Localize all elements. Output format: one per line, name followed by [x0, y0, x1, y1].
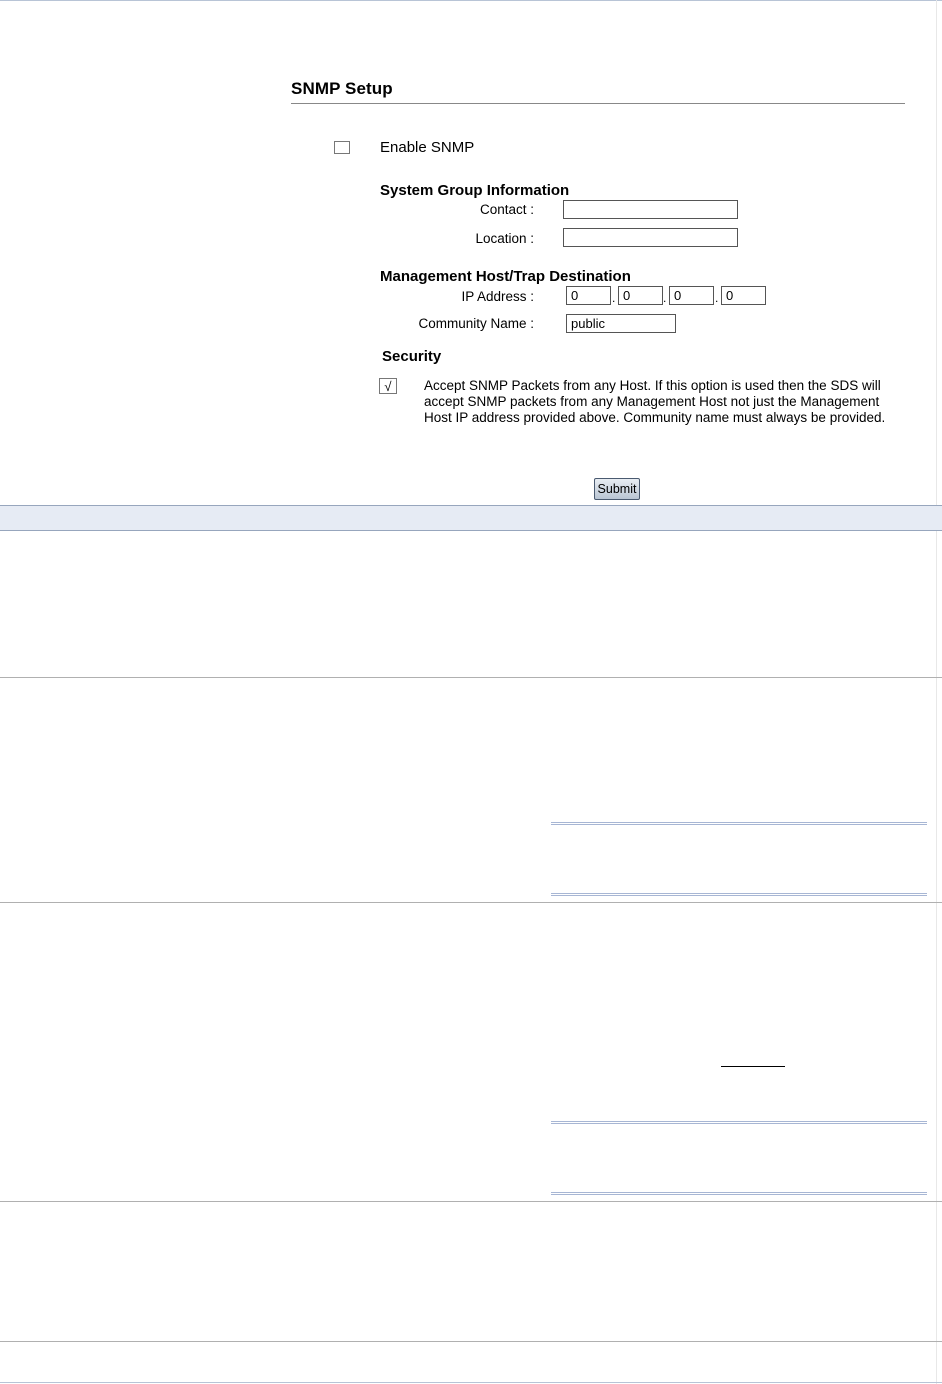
table-row-divider [0, 902, 942, 903]
enable-snmp-label: Enable SNMP [380, 139, 475, 156]
note-divider [551, 893, 927, 896]
page-edge [936, 0, 937, 1384]
page-title: SNMP Setup [291, 79, 393, 98]
community-name-input[interactable] [566, 314, 676, 333]
security-heading: Security [382, 348, 442, 365]
ip-separator: . [612, 291, 616, 305]
management-host-heading: Management Host/Trap Destination [380, 268, 631, 285]
table-row-divider [0, 1341, 942, 1342]
table-row-divider [0, 1201, 942, 1202]
location-input[interactable] [563, 228, 738, 247]
title-divider [291, 103, 905, 104]
accept-any-host-description: Accept SNMP Packets from any Host. If this option is used then the SDS will accept SNMP packets from any Management Host not just the Management Host IP address provided above. Community name must always be provided. [424, 378, 886, 425]
top-rule [0, 0, 942, 1]
ip-address-label: IP Address : [461, 289, 534, 304]
community-name-label: Community Name : [418, 316, 534, 331]
ip-separator: . [663, 291, 667, 305]
ip-octet-2-input[interactable] [618, 286, 663, 305]
ip-octet-4-input[interactable] [721, 286, 766, 305]
submit-button[interactable]: Submit [594, 478, 640, 500]
note-divider [551, 1121, 927, 1124]
accept-any-host-checkbox[interactable]: √ [379, 378, 397, 394]
ip-octet-1-input[interactable] [566, 286, 611, 305]
note-divider [551, 822, 927, 825]
ip-octet-3-input[interactable] [669, 286, 714, 305]
bottom-rule [0, 1382, 942, 1383]
contact-input[interactable] [563, 200, 738, 219]
system-group-heading: System Group Information [380, 182, 570, 199]
enable-snmp-checkbox[interactable] [334, 141, 350, 154]
note-divider [551, 1192, 927, 1195]
table-row-divider [0, 677, 942, 678]
link-underline [721, 1066, 785, 1067]
contact-label: Contact : [479, 202, 534, 217]
table-header-band [0, 505, 942, 531]
location-label: Location : [475, 231, 534, 246]
ip-separator: . [715, 291, 719, 305]
